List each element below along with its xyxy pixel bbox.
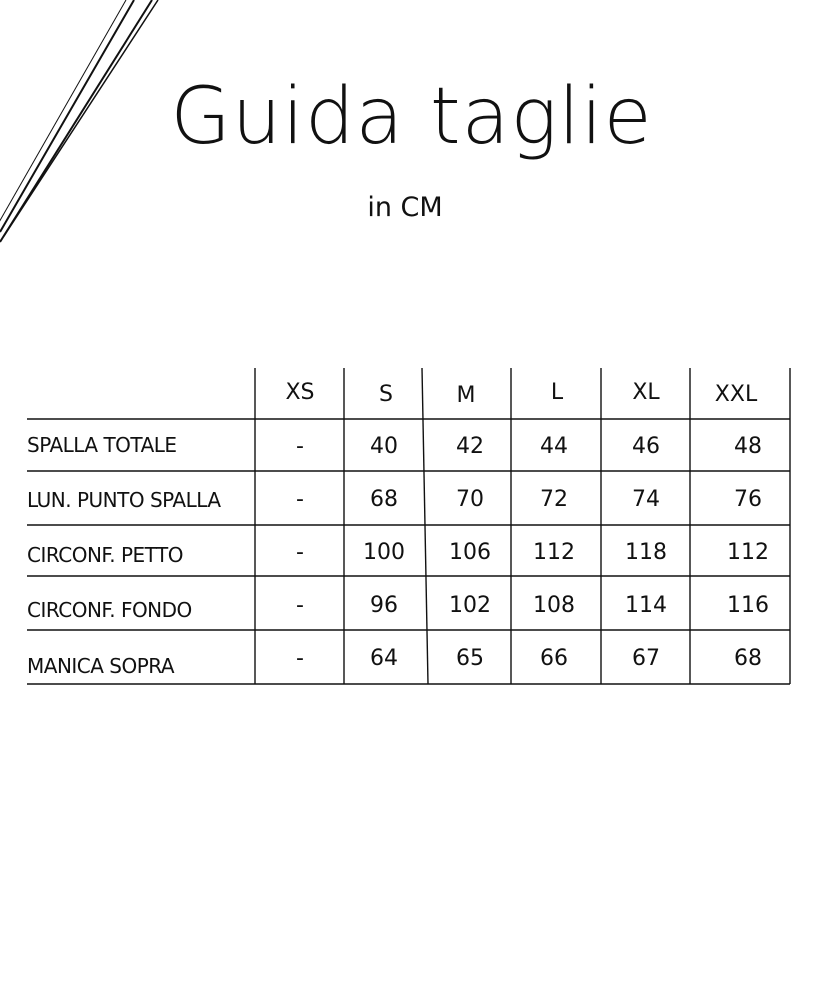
table-cell: 74 xyxy=(632,487,660,512)
table-cell: 72 xyxy=(540,487,568,512)
column-header-l: L xyxy=(550,380,564,405)
table-cell: 100 xyxy=(363,540,405,565)
column-header-xxl: XXL xyxy=(714,382,758,407)
table-cell: 76 xyxy=(734,487,762,512)
table-cell: 114 xyxy=(625,593,667,618)
table-cell: - xyxy=(296,593,304,618)
table-cell: 44 xyxy=(540,434,568,459)
column-header-s: S xyxy=(379,382,393,407)
table-cell: 118 xyxy=(625,540,667,565)
table-cell: 68 xyxy=(370,487,398,512)
row-label-circonf-petto: CIRCONF. PETTO xyxy=(27,543,183,567)
table-cell: - xyxy=(296,540,304,565)
table-cell: 112 xyxy=(533,540,575,565)
row-label-lun-punto-spalla: LUN. PUNTO SPALLA xyxy=(27,488,221,512)
table-cell: 42 xyxy=(456,434,484,459)
table-cell: 106 xyxy=(449,540,491,565)
table-cell: 68 xyxy=(734,646,762,671)
table-cell: 67 xyxy=(632,646,660,671)
table-cell: 70 xyxy=(456,487,484,512)
page-title: Guida taglie xyxy=(170,72,653,162)
table-cell: 112 xyxy=(727,540,769,565)
column-header-xl: XL xyxy=(632,380,660,405)
table-cell: 96 xyxy=(370,593,398,618)
table-cell: - xyxy=(296,487,304,512)
column-header-xs: XS xyxy=(285,380,315,405)
row-label-circonf-fondo: CIRCONF. FONDO xyxy=(27,598,192,622)
table-cell: 65 xyxy=(456,646,484,671)
table-cell: 108 xyxy=(533,593,575,618)
row-label-spalla-totale: SPALLA TOTALE xyxy=(27,433,177,457)
table-cell: 46 xyxy=(632,434,660,459)
table-cell: 40 xyxy=(370,434,398,459)
page-subtitle: in CM xyxy=(367,192,443,223)
table-cell: 48 xyxy=(734,434,762,459)
table-cell: - xyxy=(296,434,304,459)
table-cell: 116 xyxy=(727,593,769,618)
column-header-m: M xyxy=(456,383,476,408)
table-cell: 102 xyxy=(449,593,491,618)
table-cell: 64 xyxy=(370,646,398,671)
table-cell: 66 xyxy=(540,646,568,671)
table-cell: - xyxy=(296,646,304,671)
row-label-manica-sopra: MANICA SOPRA xyxy=(27,654,175,678)
